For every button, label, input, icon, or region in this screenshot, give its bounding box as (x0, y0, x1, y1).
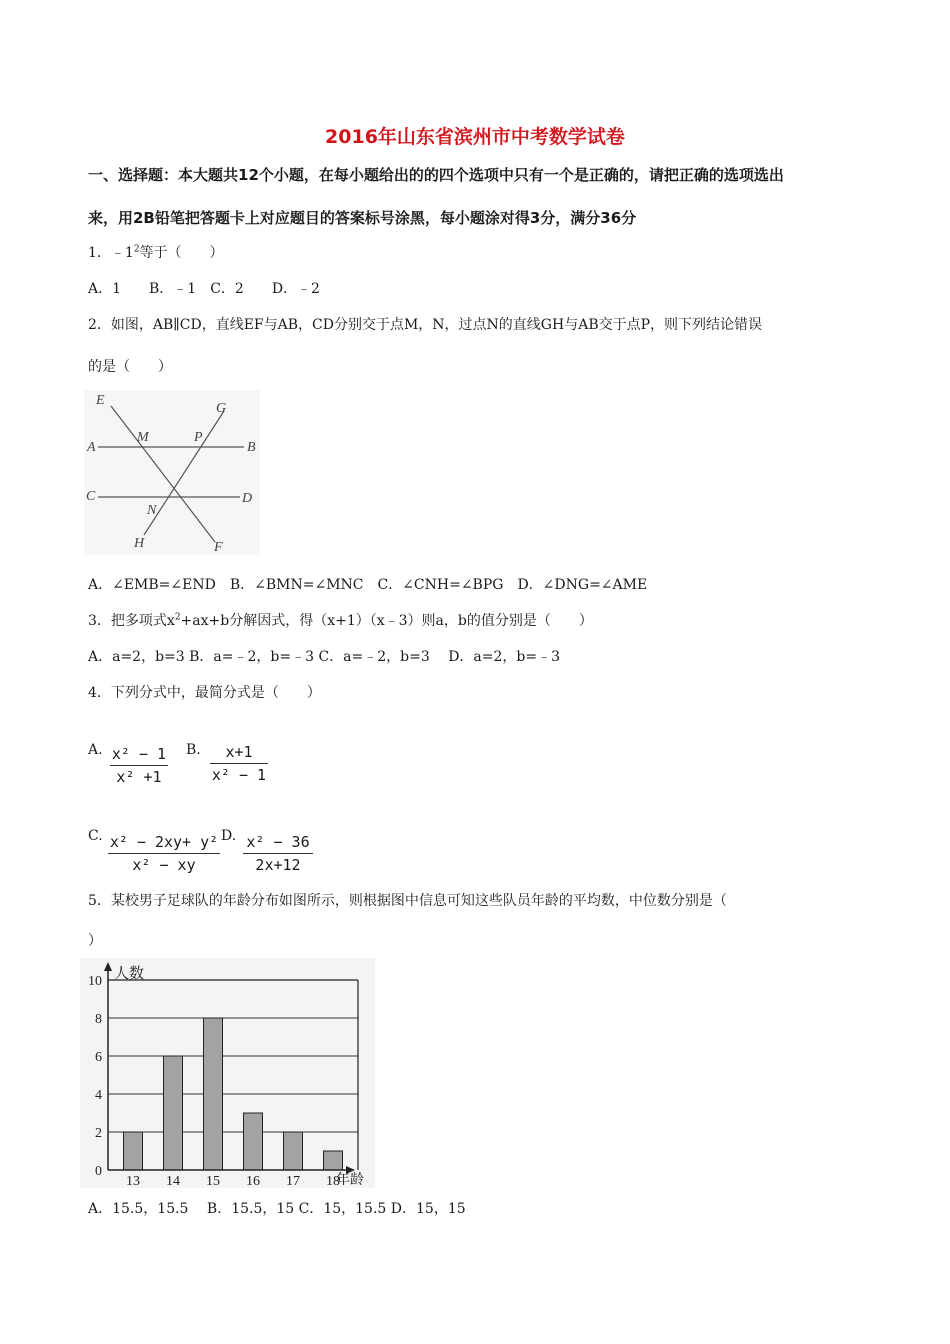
question-2-options: A．∠EMB=∠END B．∠BMN=∠MNC C．∠CNH=∠BPG D．∠DNG=∠AME (88, 577, 648, 593)
fraction-a-denominator: x² +1 (116, 768, 162, 786)
y-tick-label-2: 2 (95, 1126, 102, 1141)
x-axis-title: 年龄 (336, 1173, 364, 1188)
x-tick-label-16: 16 (246, 1174, 260, 1188)
bar-14 (164, 1056, 183, 1170)
option-b-label: B. (186, 742, 201, 758)
question-4-stem: 4．下列分式中，最简分式是（ ） (88, 685, 321, 701)
q3-stem-pre: 3．把多项式x (88, 613, 175, 629)
fraction-d-denominator: 2x+12 (255, 856, 301, 874)
question-3-options: A．a=2，b=3 B．a=﹣2，b=﹣3 C．a=﹣2，b=3 D．a=2，b=﹣3 (88, 649, 561, 665)
question-2-stem-line2: 的是（ ） (88, 359, 172, 375)
fraction-b-denominator: x² − 1 (211, 766, 267, 784)
age-distribution-chart (80, 958, 375, 1188)
y-tick-label-10: 10 (88, 974, 102, 989)
section-heading-line1: 一、选择题：本大题共12个小题，在每小题给出的的四个选项中只有一个是正确的，请把正确的选项选出 (88, 166, 784, 184)
fraction-c-denominator: x² − xy (132, 856, 196, 874)
bar-16 (244, 1113, 263, 1170)
question-1-options: A．1 B．﹣1 C．2 D．﹣2 (88, 281, 320, 297)
y-tick-label-0: 0 (95, 1164, 102, 1179)
option-c-label: C. (88, 828, 103, 844)
question-2-stem-line1: 2．如图，AB∥CD，直线EF与AB，CD分别交于点M，N，过点N的直线GH与AB交于点P，则下列结论错误 (88, 317, 763, 333)
bar-17 (284, 1132, 303, 1170)
question-5-stem-line1: 5．某校男子足球队的年龄分布如图所示，则根据图中信息可知这些队员年龄的平均数，中位数分别是（ (88, 893, 727, 909)
y-axis-title: 人数 (114, 966, 145, 982)
page-title: 2016年山东省滨州市中考数学试卷 (325, 126, 625, 148)
y-tick-label-6: 6 (95, 1050, 102, 1065)
x-tick-label-17: 17 (286, 1174, 300, 1188)
question-5-stem-line2: ） (88, 933, 102, 949)
bar-13 (124, 1132, 143, 1170)
label-c: C (86, 489, 96, 504)
label-n: N (147, 503, 157, 518)
label-e: E (96, 393, 105, 408)
section-heading-line2: 来，用2B铅笔把答题卡上对应题目的答案标号涂黑，每小题涂对得3分，满分36分 (88, 209, 637, 227)
fraction-b-bar (210, 763, 268, 764)
y-tick-label-4: 4 (95, 1088, 102, 1103)
bar-15 (204, 1018, 223, 1170)
option-d-label: D. (221, 828, 237, 844)
q1-stem-pre: 1．﹣1 (88, 245, 134, 261)
fraction-option-a (110, 744, 168, 787)
fraction-option-b (210, 742, 268, 785)
question-1-stem (88, 242, 224, 262)
label-a: A (87, 440, 96, 455)
fraction-option-c (108, 832, 220, 875)
fraction-option-d (243, 832, 313, 875)
parallel-lines-figure (84, 390, 260, 555)
bar-18 (324, 1151, 343, 1170)
q3-exponent: 2 (174, 612, 181, 623)
x-tick-label-14: 14 (166, 1174, 180, 1188)
fraction-c-numerator: x² − 2xy+ y² (109, 833, 219, 851)
x-tick-label-13: 13 (126, 1174, 140, 1188)
question-3-stem (88, 610, 593, 630)
fraction-b-numerator: x+1 (225, 743, 253, 761)
x-tick-label-15: 15 (206, 1174, 220, 1188)
option-a-label: A. (88, 742, 103, 758)
fraction-d-bar (243, 853, 313, 854)
label-g: G (216, 401, 227, 416)
label-m: M (137, 430, 149, 445)
x-tick-label-18: 18 (326, 1174, 340, 1188)
question-5-options: A．15.5，15.5 B．15.5，15 C．15，15.5 D．15，15 (88, 1201, 466, 1217)
label-p: P (194, 430, 203, 445)
fraction-c-bar (108, 853, 220, 854)
q1-stem-post: 等于（ ） (139, 245, 224, 261)
fraction-d-numerator: x² − 36 (246, 833, 310, 851)
q1-exponent: 2 (133, 244, 140, 255)
fraction-a-numerator: x² − 1 (111, 745, 167, 763)
label-b: B (247, 440, 256, 455)
fraction-a-bar (110, 765, 168, 766)
q3-stem-post: +ax+b分解因式，得（x+1）（x﹣3）则a，b的值分别是（ ） (180, 613, 593, 629)
label-h: H (134, 536, 145, 551)
label-d: D (242, 491, 253, 506)
label-f: F (214, 540, 223, 555)
y-tick-label-8: 8 (95, 1012, 102, 1027)
